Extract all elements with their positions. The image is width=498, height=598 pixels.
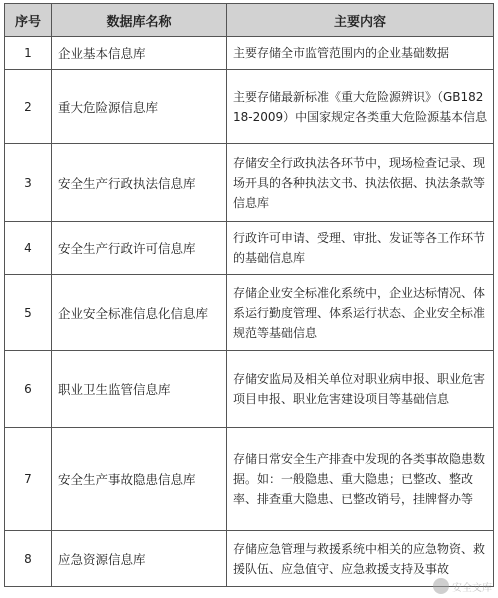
row-num: 2: [5, 70, 52, 144]
row-content: 行政许可申请、受理、审批、发证等各工作环节的基础信息库: [227, 222, 494, 275]
table-row: [5, 428, 494, 531]
row-content: 存储日常安全生产排查中发现的各类事故隐患数据。如：一般隐患、重大隐患；已整改、整改率、排查重大隐患、已整改销号，挂牌督办等: [227, 428, 494, 531]
header-num: 序号: [5, 4, 52, 37]
row-content: 主要存储全市监管范围内的企业基础数据: [227, 37, 494, 70]
table-row: [5, 275, 494, 351]
row-num: 1: [5, 37, 52, 70]
row-name: 安全生产事故隐患信息库: [52, 428, 227, 531]
row-content: 存储安监局及相关单位对职业病申报、职业危害项目申报、职业危害建设项目等基础信息: [227, 351, 494, 428]
row-num: 7: [5, 428, 52, 531]
table-header-row: [5, 4, 494, 37]
row-name: 安全生产行政执法信息库: [52, 144, 227, 222]
row-num: 3: [5, 144, 52, 222]
watermark-text: 安全文库: [452, 582, 492, 594]
database-table: [4, 3, 494, 587]
row-content: 主要存储最新标准《重大危险源辨识》（GB18218-2009）中国家规定各类重大危险源基本信息: [227, 70, 494, 144]
watermark: [433, 578, 492, 594]
header-content: 主要内容: [227, 4, 494, 37]
row-name: 重大危险源信息库: [52, 70, 227, 144]
row-name: 应急资源信息库: [52, 531, 227, 587]
row-num: 5: [5, 275, 52, 351]
table-row: [5, 70, 494, 144]
table-row: [5, 144, 494, 222]
table-row: [5, 37, 494, 70]
table-row: [5, 222, 494, 275]
table-row: [5, 351, 494, 428]
row-name: 职业卫生监管信息库: [52, 351, 227, 428]
row-num: 8: [5, 531, 52, 587]
row-name: 企业安全标准信息化信息库: [52, 275, 227, 351]
row-num: 4: [5, 222, 52, 275]
header-name: 数据库名称: [52, 4, 227, 37]
row-content: 存储企业安全标准化系统中，企业达标情况、体系运行勤度管理、体系运行状态、企业安全标准规范等基础信息: [227, 275, 494, 351]
table-row: [5, 531, 494, 587]
row-content: 存储安全行政执法各环节中，现场检查记录、现场开具的各种执法文书、执法依据、执法条款等信息库: [227, 144, 494, 222]
wechat-logo-icon: [433, 578, 449, 594]
row-name: 安全生产行政许可信息库: [52, 222, 227, 275]
row-num: 6: [5, 351, 52, 428]
row-content: 存储应急管理与救援系统中相关的应急物资、救援队伍、应急值守、应急救援支持及事故: [227, 531, 494, 587]
row-name: 企业基本信息库: [52, 37, 227, 70]
